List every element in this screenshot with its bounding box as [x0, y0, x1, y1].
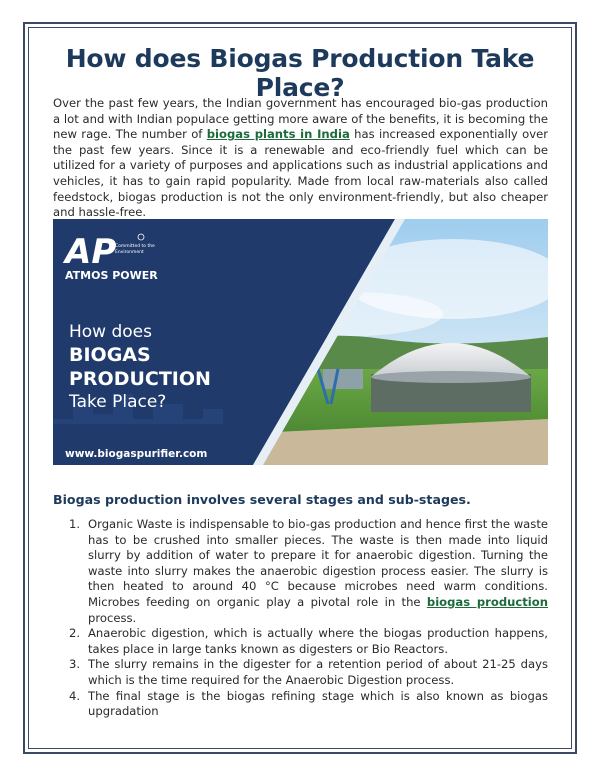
list-item: [53, 626, 548, 657]
step-number: 3.: [69, 657, 81, 672]
intro-text-end: has increased exponentially over the past few years. Since it is a renewable and eco-friendly fuel which can be utilized for a variety of purposes and applications such as industrial applications and vehicles, it has to gain rapid popularity. Made from local raw-materials also called feedstock, biogas production is not the only environment-friendly, but also cheaper and hassle-free.: [53, 127, 548, 220]
step-number: 1.: [69, 517, 81, 531]
logo-tagline-1: Committed to the: [115, 244, 155, 249]
banner-line-2: BIOGAS: [69, 344, 151, 366]
page-title: How does Biogas Production Take Place?: [65, 44, 535, 102]
logo-tagline-2: Environment: [115, 250, 144, 255]
intro-paragraph: [53, 96, 548, 221]
steps-list: [53, 517, 548, 720]
step-text-end: process.: [88, 610, 137, 625]
list-item: [53, 689, 548, 720]
banner-line-4: Take Place?: [69, 392, 167, 412]
banner-line-3: PRODUCTION: [69, 368, 211, 390]
intro-text-start: Over the past few years, the Indian government has encouraged bio-gas production a lot and with Indian populace getting more aware of the benefits, it is becoming the new rage. The number of: [53, 96, 548, 142]
section-subheading: Biogas production involves several stages and sub-stages.: [53, 492, 471, 507]
banner-line-1: How does: [69, 322, 152, 342]
banner-image: [53, 219, 548, 465]
step-text: The slurry remains in the digester for a retention period of about 21-25 days which is the time required for the Anaerobic Digestion process.: [88, 657, 548, 687]
list-item: [53, 657, 548, 688]
logo-letters: AP: [65, 232, 117, 272]
step-text: The final stage is the biogas refining stage which is also known as biogas upgradation: [88, 688, 548, 719]
list-item: [53, 517, 548, 626]
biogas-production-link[interactable]: biogas production: [426, 594, 548, 609]
step-text: Anaerobic digestion, which is actually where the biogas production happens, takes place in large tanks known as digesters or Bio Reactors.: [88, 626, 548, 656]
brand-name: ATMOS POWER: [65, 269, 158, 282]
step-text-start: Organic Waste is indispensable to bio-gas production and hence first the waste has to be crushed into smaller pieces. The waste is then made into liquid slurry by addition of water to prepare it for anaerobic digestion. Turning the waste into slurry makes the anaerobic digestion process easier. The slurry is then heated to around 40 °C because microbes need warm conditions. Microbes feeding on organic play a pivotal role in the: [88, 517, 548, 609]
biogas-plants-link[interactable]: biogas plants in India: [206, 127, 350, 142]
step-number: 4.: [69, 688, 81, 703]
banner-website: www.biogaspurifier.com: [65, 448, 208, 460]
step-number: 2.: [69, 626, 81, 641]
